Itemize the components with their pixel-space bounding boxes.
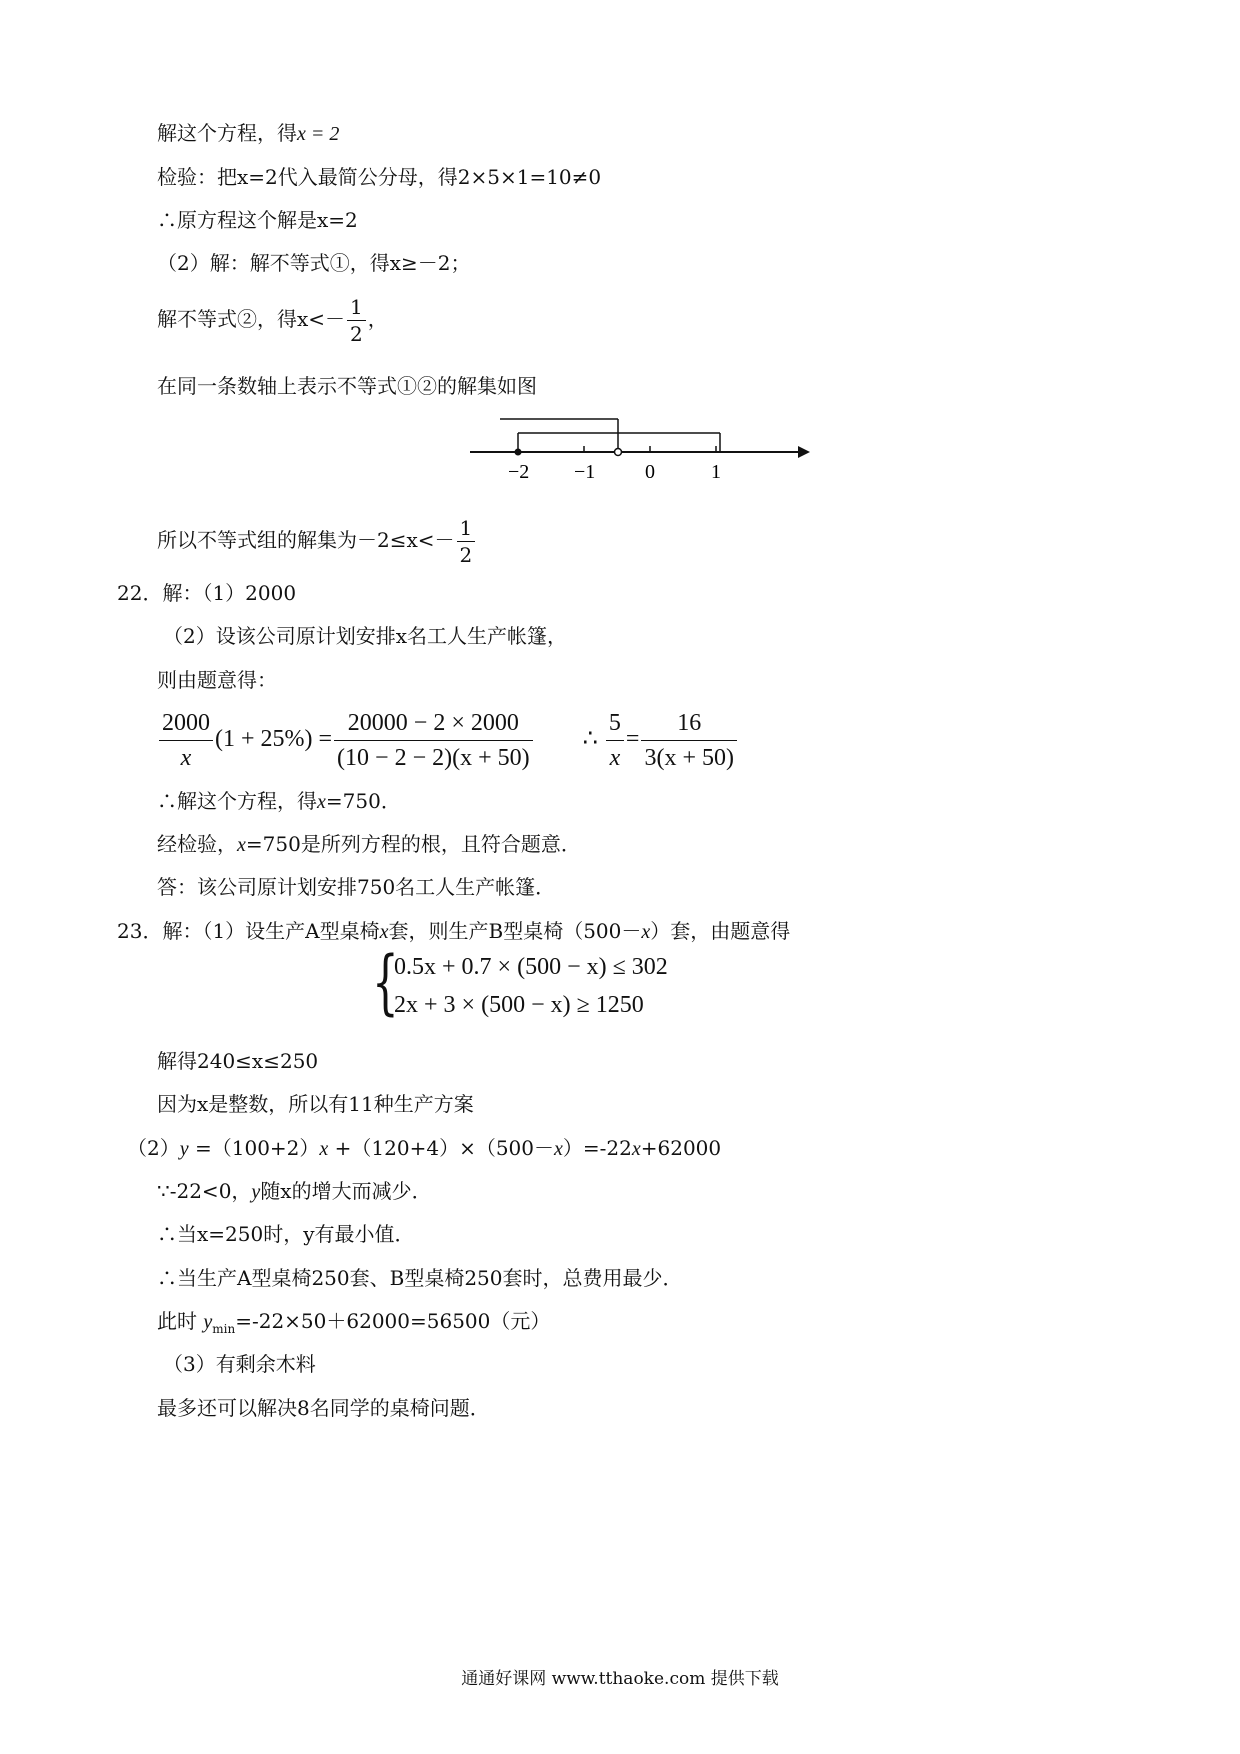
system-brace: {	[372, 941, 399, 1023]
question-22-part-2: （2）设该公司原计划安排x名工人生产帐篷，	[163, 624, 568, 648]
open-point-minus-half	[615, 449, 622, 456]
page-footer: 通通好课网 www.tthaoke.com 提供下载	[461, 1669, 779, 1689]
system-line-2: 2x + 3 × (500 − x) ≥ 1250	[394, 992, 644, 1018]
question-23-minimum: ∴当x=250时，y有最小值．	[157, 1222, 415, 1246]
fraction-half: $\frac{1}{2}$	[347, 294, 366, 347]
line-solution-set: 所以不等式组的解集为－2≤x<－ $\frac{1}{2}$	[157, 515, 477, 568]
fraction-5-over-x: $\frac{5}{x}$	[606, 706, 624, 775]
question-23-part-2: （2）y =（100+2）x +（120+4）×（500－x）=-22x+62000	[127, 1136, 722, 1160]
solid-point-minus-2	[515, 449, 522, 456]
question-23-conclusion: 最多还可以解决8名同学的桌椅问题．	[157, 1396, 490, 1420]
fraction-16-over-3x50: $\frac{16}{3(x + 50)}$	[641, 706, 737, 775]
question-23-ymin: 此时 $y_{min}=-22\times 50+62000=56500$（元）	[157, 1309, 551, 1336]
line-root: ∴原方程这个解是x=2	[157, 208, 358, 232]
question-23-integer: 因为x是整数，所以有11种生产方案	[157, 1092, 474, 1116]
question-22-answer: 答：该公司原计划安排750名工人生产帐篷．	[157, 875, 556, 899]
tick-label-one: 1	[711, 461, 721, 483]
question-22-check: 经检验，x=750是所列方程的根，且符合题意．	[157, 832, 581, 856]
line-solve-equation: 解这个方程，得x = 2	[157, 121, 340, 145]
question-23-range: 解得240≤x≤250	[157, 1049, 319, 1073]
tick-label-minus-1: −1	[574, 461, 596, 483]
line-inequality-2: 解不等式②，得x<－ $\frac{1}{2}$ ，	[157, 295, 388, 346]
fraction-2000-over-x: $\frac{2000}{x}$	[159, 706, 213, 775]
inequality-system	[372, 941, 672, 1028]
question-23-plan: ∴当生产A型桌椅250套、B型桌椅250套时，总费用最少．	[157, 1266, 683, 1290]
fraction-half-2: $\frac{1}{2}$	[457, 515, 476, 568]
question-22-part-1: 22．解：（1）2000	[117, 581, 297, 605]
line-inequality-1: （2）解：解不等式①，得x≥－2；	[157, 251, 471, 275]
line-check: 检验：把x=2代入最简公分母，得2×5×1=10≠0	[157, 165, 602, 189]
system-line-1: 0.5x + 0.7 × (500 − x) ≤ 302	[394, 954, 668, 980]
number-line-arrow	[798, 446, 810, 458]
question-22-setup: 则由题意得：	[157, 668, 277, 692]
tick-label-zero: 0	[645, 461, 655, 483]
question-23-because: ∵-22<0，y随x的增大而减少．	[157, 1179, 432, 1203]
number-line-figure	[470, 412, 810, 490]
question-22-solution: ∴解这个方程，得x=750．	[157, 789, 401, 813]
question-23-part-3: （3）有剩余木料	[163, 1352, 316, 1376]
line-number-line-caption: 在同一条数轴上表示不等式①②的解集如图	[157, 374, 537, 398]
equation-22: $\frac{2000}{x}$ (1 + 25%) = $\frac{20000 - 2 \times 2000}{(10 - 2 - 2)(x + 50)}$ ∴ $\frac{5}{x}$ = $\frac{16}{3(x + 50)}$	[157, 706, 739, 775]
tick-label-minus-2: −2	[508, 461, 530, 483]
question-23-part-1: 23．解：（1）设生产A型桌椅x套，则生产B型桌椅（500－x）套，由题意得	[117, 919, 791, 943]
fraction-rhs: $\frac{20000 - 2 \times 2000}{(10 - 2 - 2)(x + 50)}$	[334, 706, 533, 775]
